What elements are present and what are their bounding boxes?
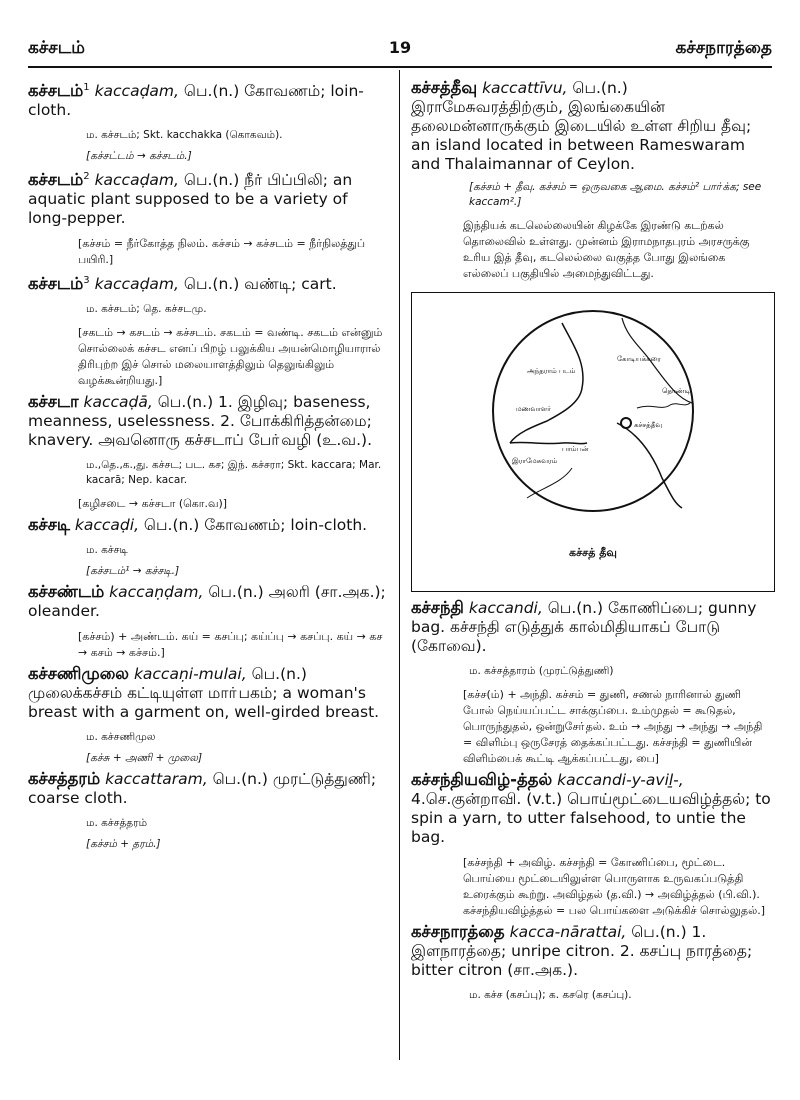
dictionary-entry — [411, 922, 774, 1003]
headword: கச்சநாரத்தை — [411, 922, 505, 941]
definition: பெ.(n.) கோணிப்பை; gunny bag. கச்சந்தி எடுத்துக் கால்மிதியாகப் போடு (கோவை). — [411, 599, 757, 655]
cognates: ம. கச்சத்தரம் — [86, 817, 148, 830]
entry-head — [28, 271, 390, 294]
headword: கச்சணிமுலை — [28, 664, 129, 684]
cognates: ம. கச்சடி — [86, 544, 128, 557]
cognates: ம. கச்சடம்; தெ. கச்சடமு. — [86, 303, 207, 316]
headword: கச்சடா — [28, 392, 79, 412]
definition: பெ.(n.) முரட்டுத்துணி; coarse cloth. — [28, 770, 377, 808]
route-line — [527, 468, 572, 498]
definition: 4.செ.குன்றாவி. (v.t.) பொய்மூட்டையவிழ்த்தல்; to spin a yarn, to utter falsehood, to untie the bag. — [411, 790, 771, 846]
rameswaram-island — [510, 442, 587, 443]
dictionary-entry — [28, 271, 390, 389]
map-label-g: தொண்டி — [662, 387, 691, 395]
dictionary-entry — [28, 392, 390, 512]
map-label-b: கோடியக்கரை — [617, 355, 661, 363]
entry-head — [28, 664, 390, 722]
headword: கச்சத்தரம் — [28, 769, 101, 789]
dictionary-entry — [28, 769, 390, 852]
transliteration: kaccaḍi, — [74, 516, 139, 535]
map-label-d: பாம்பன் — [562, 445, 589, 453]
definition: பெ.(n.) முலைக்கச்சம் கட்டியுள்ள மாா்பகம்; a woman's breast with a garment on, well-girded breast. — [28, 665, 380, 722]
map-label-c: மணவாளர் — [516, 405, 551, 413]
map-figure — [411, 292, 775, 592]
column-divider — [399, 70, 400, 1060]
dictionary-entry — [28, 582, 390, 661]
etymology-note: [சகடம் → கசடம் → கச்சடம். சகடம் = வண்டி. சகடம் என்னும் சொல்லைக் கச்சட எனப் பிறழ் பலுக்கிய அயன்மொழியாரால் திரிபுற்ற இச் சொல் மலையாளத்திலும் தெலுங்கிலும் வழக்கூன்றியது.] — [78, 326, 383, 388]
cognates: ம. கச்சணிமுல — [86, 731, 156, 744]
transliteration: kaccaṇi-mulai, — [133, 665, 247, 684]
right-column — [411, 78, 774, 1006]
etymology: [கச்சம் + தரம்.] — [86, 838, 161, 851]
definition: பெ.(n.) 1. இழிவு; baseness, meanness, uselessness. 2. போக்கிரித்தன்மை; knavery. அவனொரு கச்சடாப் போ்வழி (உ.வ.). — [28, 393, 373, 450]
etymology: [கச்சடம்¹ → கச்சடி.] — [86, 565, 180, 578]
definition: பெ.(n.) கோவணம்; loin-cloth. — [28, 82, 364, 120]
entry-head — [411, 78, 774, 174]
header-left-guideword: கச்சடம் — [28, 38, 85, 58]
headword: கச்சந்தி — [411, 598, 464, 617]
etymology-note: [கச்சம் = நீர்கோத்த நிலம். கச்சம் → கச்சடம் = நீர்நிலத்துப் பயிரி.] — [78, 237, 366, 267]
etymology: [கச்சு + அணி + முலை] — [86, 752, 203, 765]
definition: பெ.(n.) கோவணம்; loin-cloth. — [139, 516, 368, 535]
entry-head — [28, 78, 390, 120]
header-rule — [28, 66, 772, 68]
transliteration: kaccaḍam, — [94, 275, 179, 294]
transliteration: kaccattaram, — [105, 770, 208, 789]
entry-head — [28, 582, 390, 621]
cognates: ம.,தெ.,க.,து. கச்சட; பட. கச; இந். கச்சரா; Skt. kaccara; Mar. kacarā; Nep. kacar. — [86, 459, 382, 487]
entry-head — [411, 922, 774, 980]
homograph-number: 2 — [83, 171, 90, 183]
dictionary-entry — [411, 598, 774, 767]
headword: கச்சண்டம் — [28, 582, 105, 602]
left-column — [28, 78, 390, 855]
headword: கச்சடி — [28, 515, 70, 535]
cognates: ம. கச்சடம்; Skt. kacchakka (கொகவம்). — [86, 129, 283, 142]
etymology-note: [கச்சந்தி + அவிழ். கச்சந்தி = கோணிப்பை, மூட்டை. பொய்யை மூட்டையிலுள்ள பொருளாக உருவகப்படுத்தி உரைக்கும் கூற்று. அவிழ்தல் (த.வி.) → அவிழ்த்தல் (பி.வி.). கச்சந்தியவிழ்த்தல் = பல பொய்களை அடுக்கிச் சொல்லுதல்.] — [463, 856, 765, 917]
entry-head — [28, 515, 390, 535]
transliteration: kaccaṇḍam, — [109, 583, 204, 602]
dictionary-entry — [28, 78, 390, 164]
transliteration: kaccaḍam, — [94, 82, 179, 101]
entry-head — [28, 392, 390, 450]
page-header — [28, 38, 772, 64]
dictionary-entry — [411, 770, 774, 919]
definition: பெ.(n.) 1. இளநாரத்தை; unripe citron. 2. கசப்பு நாரத்தை; bitter citron (சா.அக.). — [411, 923, 753, 979]
mannar-island — [637, 403, 690, 408]
entry-head — [28, 769, 390, 808]
transliteration: kaccandi, — [468, 599, 543, 617]
cognates: ம. கச்ச (கசப்பு); க. கசரெ (கசப்பு). — [469, 989, 632, 1001]
transliteration: kaccandi-y-aviḻ-, — [557, 771, 684, 789]
entry-head — [411, 770, 774, 847]
etymology-note: இந்தியக் கடலெல்லையின் கிழக்கே இரண்டு கடற்கல் தொலைவில் உள்ளது. முன்னம் இராமநாதபுரம் அரசருக்கு உரிய இத் தீவு, கடலெல்லை வகுத்த போது இலங்கை எல்லைப் பகுதியில் அமைந்துவிட்டது. — [463, 219, 750, 280]
header-right-guideword: கச்சநாரத்தை — [675, 38, 772, 58]
figure-caption: கச்சத் தீவு — [569, 546, 617, 559]
homograph-number: 3 — [83, 275, 90, 287]
headword: கச்சந்தியவிழ்-த்தல் — [411, 770, 553, 789]
transliteration: kacca-nārattai, — [509, 923, 627, 941]
definition: பெ.(n.) நீர் பிப்பிலி; an aquatic plant supposed to be a variety of long-pepper. — [28, 171, 353, 228]
map-label-a: அந்தராம் படம் — [527, 367, 576, 375]
etymology-note: [கச்சம்) + அண்டம். கய் = கசப்பு; கய்ப்பு → கசப்பு. கய் → கச → கசம் → கச்சம்.] — [78, 630, 383, 660]
dictionary-entry — [28, 167, 390, 268]
cognates: ம. கச்சத்தாரம் (முரட்டுத்துணி) — [469, 665, 614, 677]
transliteration: kaccattīvu, — [482, 79, 568, 97]
dictionary-entry — [411, 78, 774, 282]
etymology-note: [கச்ச(ம்) + அந்தி. கச்சம் = துணி, சணல் நாரினால் துணி போல் நெய்யப்பட்ட சாக்குப்பை. உம்முதல் = கூடுதல், பொருந்துதல், ஒன்றுசோ்தல். உம் → அந்து → அந்து → அந்தி = விளிம்பு ஒருசேரத் தைக்கப்பட்டது. கச்சந்தி = துணியின் விளிம்பைக் கூட்டி ஆக்கப்பட்டது, பை] — [463, 688, 763, 765]
definition: பெ.(n.) வண்டி; cart. — [178, 275, 337, 294]
homograph-number: 1 — [83, 82, 90, 93]
etymology-note: [கழிசடை → கச்சடா (கொ.வ)] — [78, 497, 228, 511]
headword: கச்சடம் — [28, 274, 84, 294]
entry-head — [28, 167, 390, 228]
kachchatheevu-marker — [621, 418, 631, 428]
headword: கச்சடம் — [28, 81, 84, 101]
headword: கச்சடம் — [28, 170, 84, 190]
transliteration: kaccaḍam, — [94, 171, 179, 190]
etymology: [கச்சம் + தீவு. கச்சம் = ஒருவகை ஆமை. கச்சம்² பாா்க்க; see kaccam².] — [469, 181, 762, 208]
definition: பெ.(n.) அலரி (சா.அக.); oleander. — [28, 583, 386, 621]
entry-head — [411, 598, 774, 656]
coastline-ceylon — [617, 423, 682, 508]
transliteration: kaccaḍā, — [83, 393, 153, 412]
page-number: 19 — [388, 38, 412, 57]
dictionary-entry — [28, 515, 390, 579]
map-label-e: கச்சத்தீவு — [634, 421, 663, 429]
dictionary-entry — [28, 664, 390, 766]
definition: பெ.(n.) இராமேசுவரத்திற்கும், இலங்கையின் தலைமன்னாருக்கும் இடையில் உள்ள சிறிய தீவு; an island located in between Rameswaram and Thalaimannar of Ceylon. — [411, 79, 752, 173]
headword: கச்சத்தீவு — [411, 78, 478, 97]
etymology: [கச்சட்டம் → கச்சடம்.] — [86, 150, 192, 163]
map-label-f: இராமேசுவரம் — [512, 457, 558, 465]
